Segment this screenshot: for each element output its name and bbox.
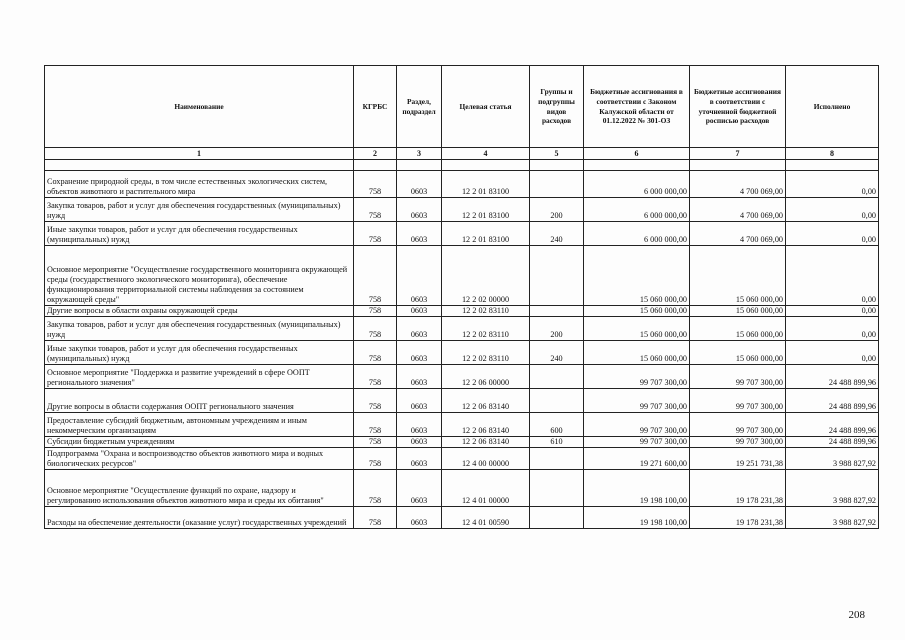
row-target-article: 12 2 06 83140 — [442, 413, 530, 437]
row-name: Другие вопросы в области содержания ООПТ регионального значения — [45, 389, 354, 413]
row-law-allocation: 15 060 000,00 — [584, 341, 690, 365]
table-row — [45, 171, 879, 198]
table-row — [45, 198, 879, 222]
budget-table — [44, 65, 879, 529]
row-executed: 3 988 827,92 — [786, 507, 879, 529]
row-target-article: 12 2 01 83100 — [442, 198, 530, 222]
row-name: Основное мероприятие "Поддержка и развитие учреждений в сфере ООПТ регионального значения" — [45, 365, 354, 389]
row-law-allocation: 99 707 300,00 — [584, 365, 690, 389]
row-refined-allocation: 15 060 000,00 — [690, 306, 786, 317]
row-refined-allocation: 19 178 231,38 — [690, 507, 786, 529]
table-row — [45, 222, 879, 246]
row-name: Другие вопросы в области охраны окружающей среды — [45, 306, 354, 317]
row-kgrbs: 758 — [354, 198, 397, 222]
row-section: 0603 — [397, 246, 442, 306]
row-expense-group — [530, 389, 584, 413]
row-executed: 3 988 827,92 — [786, 448, 879, 470]
row-law-allocation: 15 060 000,00 — [584, 317, 690, 341]
column-number-row — [45, 148, 879, 160]
row-executed: 24 488 899,96 — [786, 389, 879, 413]
row-refined-allocation: 99 707 300,00 — [690, 413, 786, 437]
row-section: 0603 — [397, 389, 442, 413]
column-number: 3 — [397, 148, 442, 160]
row-section: 0603 — [397, 365, 442, 389]
row-section: 0603 — [397, 198, 442, 222]
row-name: Подпрограмма "Охрана и воспроизводство объектов животного мира и водных биологических ресурсов" — [45, 448, 354, 470]
row-target-article: 12 2 06 83140 — [442, 437, 530, 448]
row-target-article: 12 2 02 83110 — [442, 306, 530, 317]
header-target-article: Целевая статья — [442, 66, 530, 148]
row-section: 0603 — [397, 306, 442, 317]
row-executed: 0,00 — [786, 198, 879, 222]
row-target-article: 12 2 01 83100 — [442, 171, 530, 198]
row-refined-allocation: 4 700 069,00 — [690, 171, 786, 198]
row-name: Основное мероприятие "Осуществление государственного мониторинга окружающей среды (государственного экологического мониторинга), обеспечение функционирования территориальной системы наблюдения за состоянием окружающей среды" — [45, 246, 354, 306]
row-section: 0603 — [397, 448, 442, 470]
row-expense-group — [530, 470, 584, 507]
row-name: Сохранение природной среды, в том числе естественных экологических систем, объектов животного и растительного мира — [45, 171, 354, 198]
row-refined-allocation: 19 178 231,38 — [690, 470, 786, 507]
row-refined-allocation: 4 700 069,00 — [690, 222, 786, 246]
row-executed: 24 488 899,96 — [786, 437, 879, 448]
row-law-allocation: 6 000 000,00 — [584, 222, 690, 246]
row-refined-allocation: 99 707 300,00 — [690, 437, 786, 448]
row-kgrbs: 758 — [354, 365, 397, 389]
table-row — [45, 448, 879, 470]
row-expense-group: 240 — [530, 222, 584, 246]
row-executed: 0,00 — [786, 317, 879, 341]
row-refined-allocation: 15 060 000,00 — [690, 246, 786, 306]
row-section: 0603 — [397, 171, 442, 198]
column-number: 7 — [690, 148, 786, 160]
row-law-allocation: 19 198 100,00 — [584, 470, 690, 507]
row-executed: 0,00 — [786, 246, 879, 306]
row-expense-group: 200 — [530, 317, 584, 341]
row-law-allocation: 15 060 000,00 — [584, 306, 690, 317]
header-kgrbs: КГРБС — [354, 66, 397, 148]
row-kgrbs: 758 — [354, 306, 397, 317]
row-law-allocation: 99 707 300,00 — [584, 389, 690, 413]
row-law-allocation: 15 060 000,00 — [584, 246, 690, 306]
row-target-article: 12 2 06 00000 — [442, 365, 530, 389]
row-name: Предоставление субсидий бюджетным, автономным учреждениям и иным некоммерческим организациям — [45, 413, 354, 437]
row-name: Закупка товаров, работ и услуг для обеспечения государственных (муниципальных) нужд — [45, 317, 354, 341]
row-section: 0603 — [397, 507, 442, 529]
row-kgrbs: 758 — [354, 507, 397, 529]
row-refined-allocation: 99 707 300,00 — [690, 365, 786, 389]
row-law-allocation: 6 000 000,00 — [584, 171, 690, 198]
row-executed: 0,00 — [786, 306, 879, 317]
row-refined-allocation: 19 251 731,38 — [690, 448, 786, 470]
header-law-allocation: Бюджетные ассигнования в соответствии с Законом Калужской области от 01.12.2022 № 301-ОЗ — [584, 66, 690, 148]
row-expense-group — [530, 365, 584, 389]
row-refined-allocation: 4 700 069,00 — [690, 198, 786, 222]
column-number: 8 — [786, 148, 879, 160]
row-kgrbs: 758 — [354, 246, 397, 306]
row-executed: 0,00 — [786, 171, 879, 198]
table-row — [45, 507, 879, 529]
header-name: Наименование — [45, 66, 354, 148]
row-expense-group: 200 — [530, 198, 584, 222]
row-kgrbs: 758 — [354, 222, 397, 246]
row-name: Субсидии бюджетным учреждениям — [45, 437, 354, 448]
row-law-allocation: 99 707 300,00 — [584, 437, 690, 448]
column-number: 5 — [530, 148, 584, 160]
row-law-allocation: 99 707 300,00 — [584, 413, 690, 437]
row-executed: 0,00 — [786, 222, 879, 246]
header-refined-allocation: Бюджетные ассигнования в соответствии с уточненной бюджетной росписью расходов — [690, 66, 786, 148]
row-executed: 24 488 899,96 — [786, 413, 879, 437]
table-row — [45, 470, 879, 507]
row-name: Иные закупки товаров, работ и услуг для обеспечения государственных (муниципальных) нужд — [45, 222, 354, 246]
column-number: 6 — [584, 148, 690, 160]
row-expense-group: 240 — [530, 341, 584, 365]
row-kgrbs: 758 — [354, 413, 397, 437]
row-target-article: 12 2 06 83140 — [442, 389, 530, 413]
row-refined-allocation: 15 060 000,00 — [690, 317, 786, 341]
row-section: 0603 — [397, 470, 442, 507]
row-target-article: 12 2 02 83110 — [442, 317, 530, 341]
row-expense-group — [530, 507, 584, 529]
header-executed: Исполнено — [786, 66, 879, 148]
row-name: Основное мероприятие "Осуществление функций по охране, надзору и регулированию использования объектов животного мира и среды их обитания" — [45, 470, 354, 507]
table-row — [45, 437, 879, 448]
row-kgrbs: 758 — [354, 171, 397, 198]
row-kgrbs: 758 — [354, 389, 397, 413]
row-expense-group — [530, 246, 584, 306]
row-kgrbs: 758 — [354, 341, 397, 365]
row-kgrbs: 758 — [354, 470, 397, 507]
row-executed: 0,00 — [786, 341, 879, 365]
row-target-article: 12 4 01 00590 — [442, 507, 530, 529]
row-name: Расходы на обеспечение деятельности (оказание услуг) государственных учреждений — [45, 507, 354, 529]
table-row — [45, 413, 879, 437]
row-expense-group — [530, 306, 584, 317]
row-target-article: 12 2 02 83110 — [442, 341, 530, 365]
row-target-article: 12 4 00 00000 — [442, 448, 530, 470]
table-row — [45, 306, 879, 317]
header-section: Раздел, подраздел — [397, 66, 442, 148]
table-row — [45, 365, 879, 389]
row-law-allocation: 19 271 600,00 — [584, 448, 690, 470]
header-expense-group: Группы и подгруппы видов расходов — [530, 66, 584, 148]
row-name: Иные закупки товаров, работ и услуг для обеспечения государственных (муниципальных) нужд — [45, 341, 354, 365]
page-number: 208 — [848, 609, 865, 621]
row-name: Закупка товаров, работ и услуг для обеспечения государственных (муниципальных) нужд — [45, 198, 354, 222]
row-expense-group: 610 — [530, 437, 584, 448]
row-refined-allocation: 15 060 000,00 — [690, 341, 786, 365]
row-refined-allocation: 99 707 300,00 — [690, 389, 786, 413]
row-section: 0603 — [397, 437, 442, 448]
row-executed: 3 988 827,92 — [786, 470, 879, 507]
table-header-row — [45, 66, 879, 148]
table-row — [45, 317, 879, 341]
row-kgrbs: 758 — [354, 448, 397, 470]
row-expense-group — [530, 448, 584, 470]
column-number: 4 — [442, 148, 530, 160]
row-section: 0603 — [397, 317, 442, 341]
column-number: 1 — [45, 148, 354, 160]
row-target-article: 12 4 01 00000 — [442, 470, 530, 507]
row-kgrbs: 758 — [354, 437, 397, 448]
table-row — [45, 246, 879, 306]
row-expense-group: 600 — [530, 413, 584, 437]
row-target-article: 12 2 01 83100 — [442, 222, 530, 246]
row-section: 0603 — [397, 413, 442, 437]
row-section: 0603 — [397, 341, 442, 365]
row-expense-group — [530, 171, 584, 198]
table-row — [45, 389, 879, 413]
row-target-article: 12 2 02 00000 — [442, 246, 530, 306]
row-section: 0603 — [397, 222, 442, 246]
row-law-allocation: 6 000 000,00 — [584, 198, 690, 222]
blank-row — [45, 160, 879, 171]
row-kgrbs: 758 — [354, 317, 397, 341]
row-law-allocation: 19 198 100,00 — [584, 507, 690, 529]
row-executed: 24 488 899,96 — [786, 365, 879, 389]
table-row — [45, 341, 879, 365]
column-number: 2 — [354, 148, 397, 160]
